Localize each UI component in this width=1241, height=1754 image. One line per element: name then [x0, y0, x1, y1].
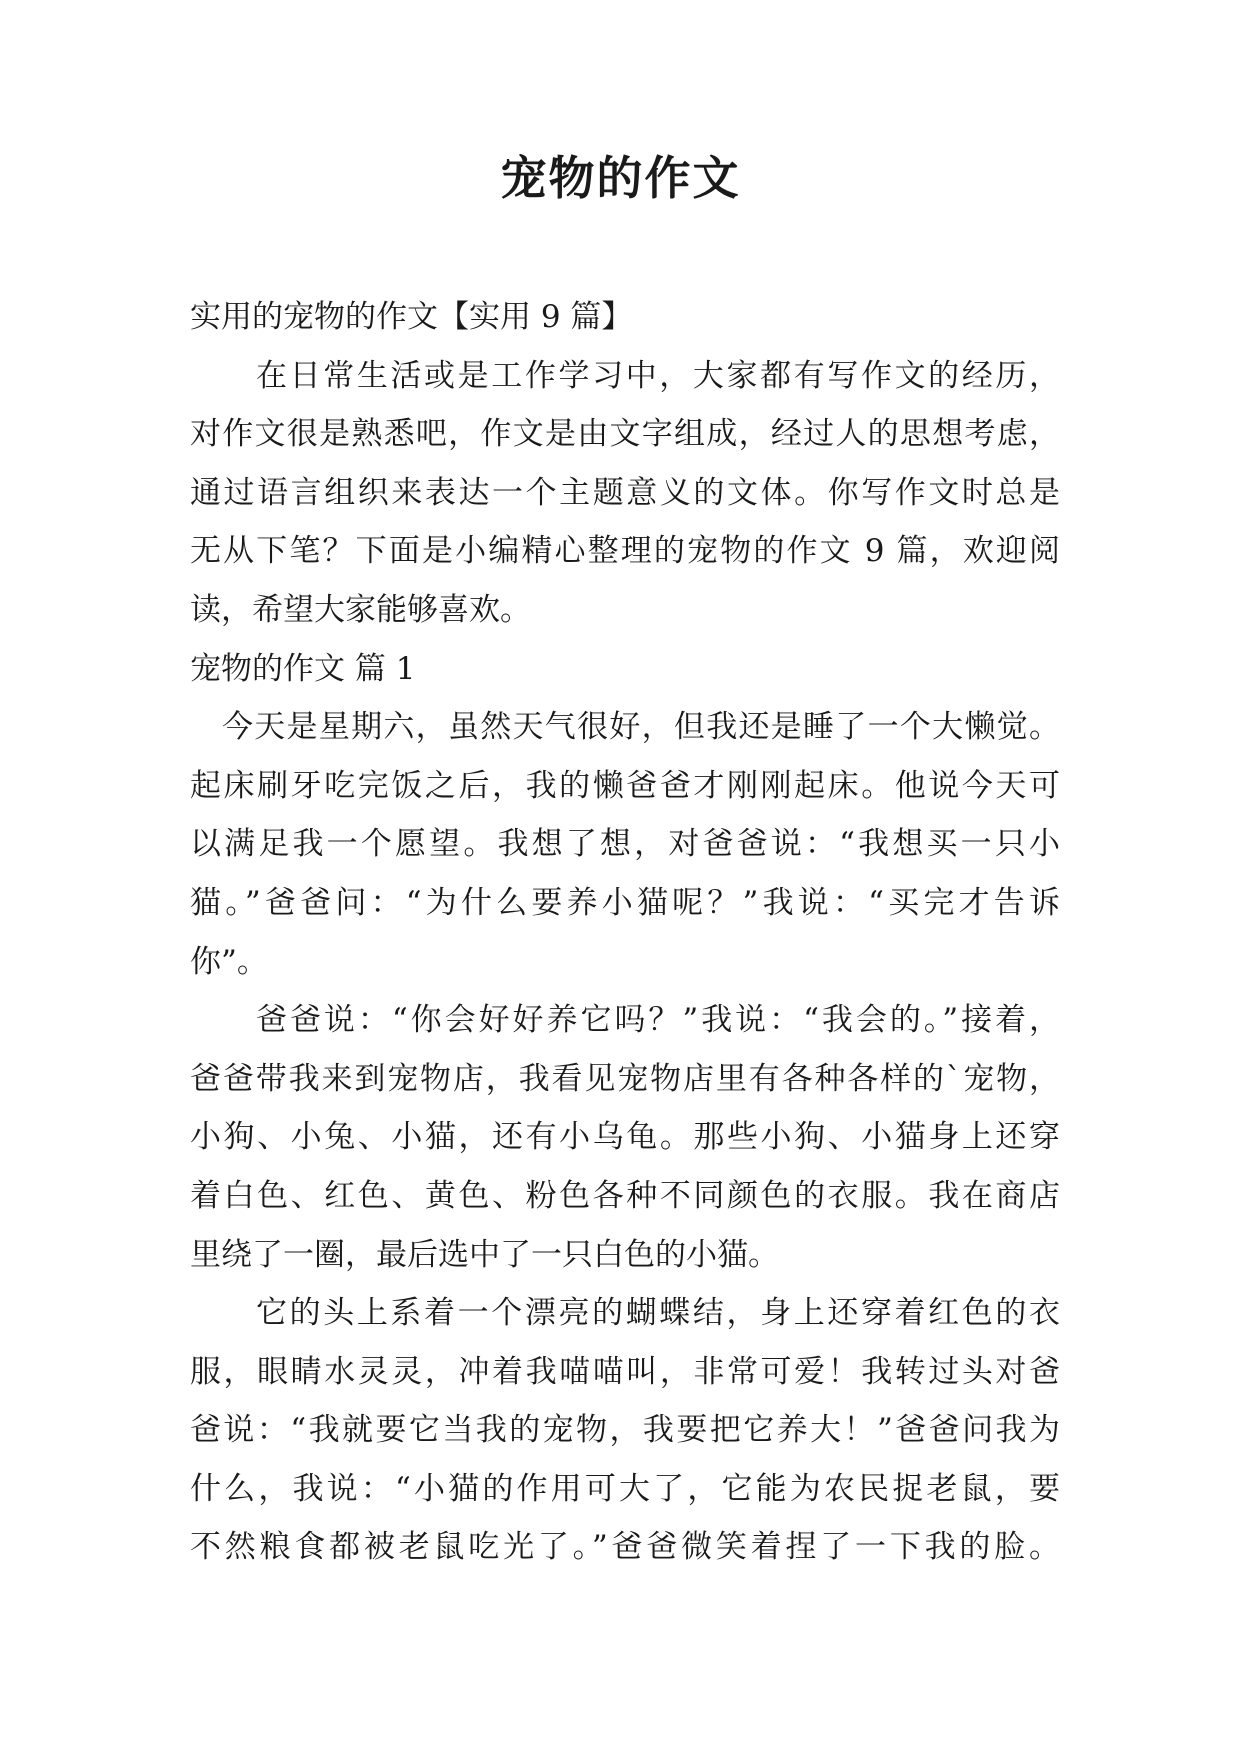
- paragraph-line: 爸爸说：“你会好好养它吗？”我说：“我会的。”接着，: [256, 1002, 1060, 1039]
- paragraph-line: 读，希望大家能够喜欢。: [190, 591, 531, 628]
- paragraph-line: 对作文很是熟悉吧，作文是由文字组成，经过人的思想考虑，: [190, 416, 1060, 453]
- document-body: [190, 288, 1060, 1577]
- paragraph-line: 着白色、红色、黄色、粉色各种不同颜色的衣服。我在商店: [190, 1177, 1060, 1214]
- paragraph-line: 你”。: [190, 943, 268, 980]
- paragraph-line: 里绕了一圈，最后选中了一只白色的小猫。: [190, 1236, 779, 1273]
- paragraph-line: 起床刷牙吃完饭之后，我的懒爸爸才刚刚起床。他说今天可: [190, 767, 1060, 804]
- paragraph-line: 通过语言组织来表达一个主题意义的文体。你写作文时总是: [190, 474, 1060, 511]
- paragraph-3: [190, 1284, 1060, 1577]
- paragraph-line: 以满足我一个愿望。我想了想，对爸爸说：“我想买一只小: [190, 826, 1060, 863]
- paragraph-line: 在日常生活或是工作学习中，大家都有写作文的经历，: [256, 357, 1060, 394]
- paragraph-2: [190, 991, 1060, 1284]
- paragraph-line: 无从下笔？下面是小编精心整理的宠物的作文 9 篇，欢迎阅: [190, 533, 1060, 570]
- paragraph-line: 不然粮食都被老鼠吃光了。”爸爸微笑着捏了一下我的脸。: [190, 1529, 1060, 1566]
- paragraph-line: 小狗、小兔、小猫，还有小乌龟。那些小狗、小猫身上还穿: [190, 1119, 1060, 1156]
- document-title: 宠物的作文: [500, 151, 741, 205]
- paragraph-1: [190, 698, 1060, 991]
- document-subtitle: 实用的宠物的作文【实用 9 篇】: [190, 299, 633, 335]
- paragraph-line: 今天是星期六，虽然天气很好，但我还是睡了一个大懒觉。: [222, 709, 1060, 746]
- intro-paragraph: [190, 347, 1060, 640]
- paragraph-line: 它的头上系着一个漂亮的蝴蝶结，身上还穿着红色的衣: [256, 1295, 1060, 1332]
- section-heading: 宠物的作文 篇 1: [190, 650, 416, 687]
- paragraph-line: 爸说：“我就要它当我的宠物，我要把它养大！”爸爸问我为: [190, 1412, 1060, 1449]
- paragraph-line: 猫。”爸爸问：“为什么要养小猫呢？”我说：“买完才告诉: [190, 884, 1060, 921]
- paragraph-line: 爸爸带我来到宠物店，我看见宠物店里有各种各样的`宠物，: [190, 1060, 1060, 1097]
- paragraph-line: 服，眼睛水灵灵，冲着我喵喵叫，非常可爱！我转过头对爸: [190, 1353, 1060, 1390]
- paragraph-line: 什么，我说：“小猫的作用可大了，它能为农民捉老鼠，要: [190, 1470, 1060, 1507]
